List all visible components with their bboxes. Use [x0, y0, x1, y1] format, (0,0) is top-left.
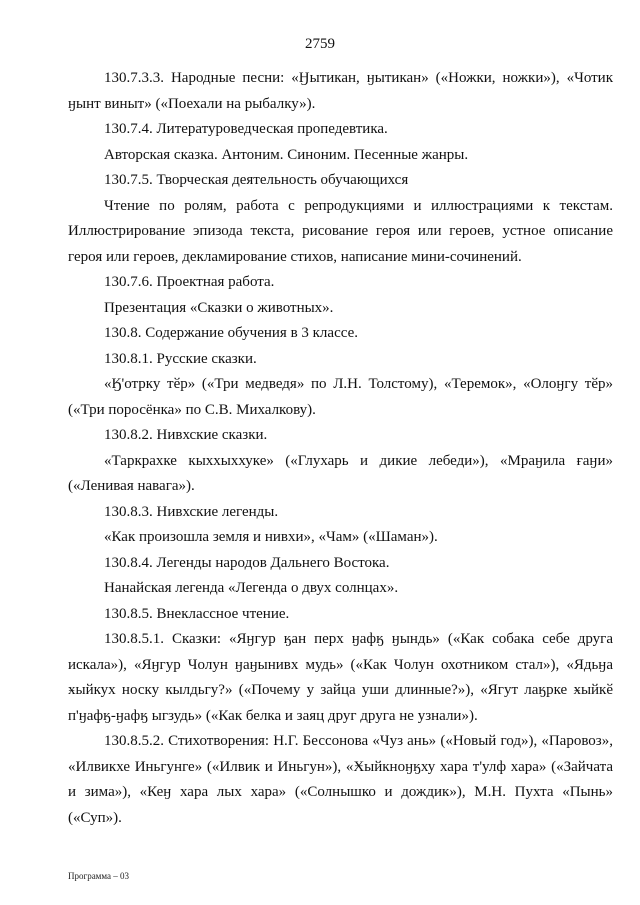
footer-label: Программа – 03: [68, 871, 130, 881]
paragraph-nivkh-tales: «Таркрахке кыххыххуке» («Глухарь и дикие лебеди»), «Мраӈила ғаӈи» («Ленивая навага»).: [68, 452, 613, 494]
paragraph-130-8-5-1: 130.8.5.1. Сказки: «Яӈгур ӄан перх ӈафӄ ӈындь» («Как собака себе друга искала»), «Яӈгур Чолун ӈаӈынивх мудь» («Как Чолун охотником стал»), «Ядьӈа ӿыйкух носку кылдьгу?» («Почему у зайца уши длинные?»), «Ягут лаӄрке ӿыйкӗ п'ӈафӄ-ӈафӄ ыгзудь» («Как белка и заяц друг друга не узнали»).: [68, 631, 613, 724]
paragraph-130-8-5: 130.8.5. Внеклассное чтение.: [104, 605, 290, 622]
paragraph-130-7-3-3: 130.7.3.3. Народные песни: «Ӈытикан, ӈытикан» («Ножки, ножки»), «Чотик ӈынт виныт» («Поехали на рыбалку»).: [68, 70, 613, 112]
paragraph-nanai-legend: Нанайская легенда «Легенда о двух солнцах».: [104, 580, 399, 596]
document-body: [68, 66, 613, 831]
paragraph-nivkh-legends: «Как произошла земля и нивхи», «Чам» («Шаман»).: [104, 529, 438, 545]
paragraph-130-8-2: 130.8.2. Нивхские сказки.: [104, 427, 268, 443]
paragraph-130-7-4: 130.7.4. Литературоведческая пропедевтика.: [104, 121, 388, 137]
paragraph-russian-tales: «Ӄ'отрку тӗр» («Три медведя» по Л.Н. Толстому), «Теремок», «Олоӈгу тӗр» («Три поросёнка» по С.В. Михалкову).: [68, 376, 613, 418]
paragraph-130-7-5: 130.7.5. Творческая деятельность обучающихся: [104, 172, 409, 188]
paragraph-130-8-3: 130.8.3. Нивхские легенды.: [104, 503, 279, 520]
paragraph-creative-activity: Чтение по ролям, работа с репродукциями и иллюстрациями к текстам. Иллюстрирование эпизода текста, рисование героя или героев, устное описание героя или героев, декламирование стихов, написание мини-сочинений.: [68, 197, 613, 265]
paragraph-130-8-1: 130.8.1. Русские сказки.: [104, 350, 257, 367]
paragraph-130-7-6: 130.7.6. Проектная работа.: [104, 274, 275, 290]
paragraph-literary-terms: Авторская сказка. Антоним. Синоним. Песенные жанры.: [104, 146, 469, 163]
paragraph-130-8-4: 130.8.4. Легенды народов Дальнего Востока.: [104, 554, 390, 571]
paragraph-130-8-5-2: 130.8.5.2. Стихотворения: Н.Г. Бессонова «Чуз ань» («Новый год»), «Паровоз», «Илвикхе Иньгунге» («Илвик и Иньгун»), «Ӿыйкноӈӄху хара т'улф хара» («Зайчата и зима»), «Кеӈ хара лых хара» («Солнышко и дождик»), М.Н. Пухта «Пынь» («Суп»).: [68, 733, 613, 826]
paragraph-presentation: Презентация «Сказки о животных».: [104, 299, 334, 316]
page-number: 2759: [305, 36, 335, 52]
paragraph-130-8: 130.8. Содержание обучения в 3 классе.: [104, 325, 358, 341]
